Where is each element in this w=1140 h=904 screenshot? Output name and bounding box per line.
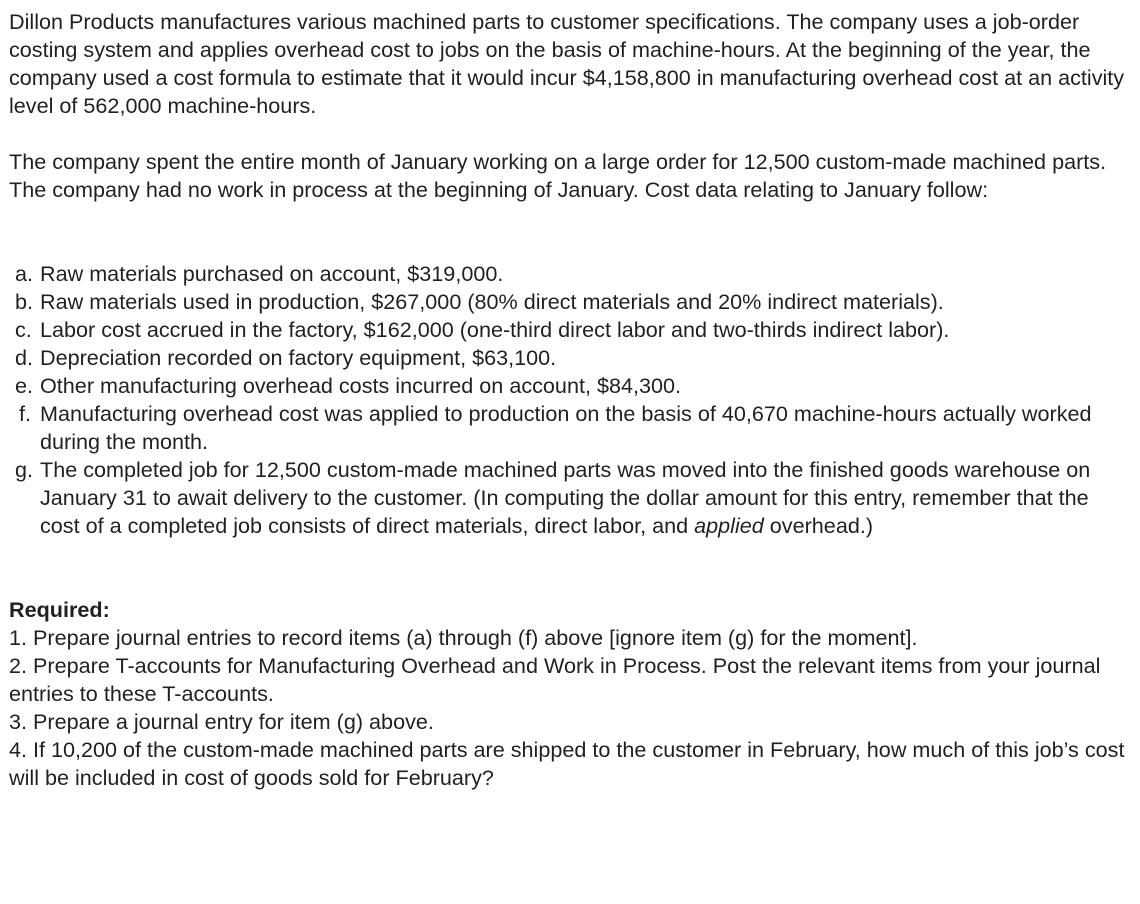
item-text: Depreciation recorded on factory equipment, $63,100. xyxy=(40,345,557,370)
question-2: 2. Prepare T-accounts for Manufacturing Overhead and Work in Process. Post the relevant items from your journal entries to these T-accounts. xyxy=(9,653,1101,706)
cost-data-list xyxy=(9,260,1134,540)
list-item-a xyxy=(9,260,1134,288)
item-text-before: The completed job for 12,500 custom-made machined parts was moved into the finished goods warehouse on January 31 to await delivery to the customer. (In computing the dollar amount for this entry, remember that the cost of a completed job consists of direct materials, direct labor, and xyxy=(40,457,1091,538)
list-item-b xyxy=(9,288,1134,316)
item-text-after: overhead.) xyxy=(763,513,874,538)
item-text: Raw materials used in production, $267,000 (80% direct materials and 20% indirect materials). xyxy=(40,289,944,314)
item-label: f. xyxy=(19,401,31,426)
question-1: 1. Prepare journal entries to record items (a) through (f) above [ignore item (g) for the moment]. xyxy=(9,625,918,650)
intro-paragraph-1: Dillon Products manufactures various machined parts to customer specifications. The company uses a job-order costing system and applies overhead cost to jobs on the basis of machine-hours. At the beginning of the year, the company used a cost formula to estimate that it would incur $4,158,800 in manufacturing overhead cost at an activity level of 562,000 machine-hours. xyxy=(9,9,1125,118)
list-item-d xyxy=(9,344,1134,372)
item-label: b. xyxy=(15,289,34,314)
required-heading: Required: xyxy=(9,597,110,622)
question-3: 3. Prepare a journal entry for item (g) above. xyxy=(9,709,434,734)
item-label: d. xyxy=(15,345,34,370)
list-item-g xyxy=(9,456,1134,540)
item-text-emphasis: applied xyxy=(694,513,764,538)
problem-document xyxy=(9,8,1134,792)
question-4: 4. If 10,200 of the custom-made machined parts are shipped to the customer in February, how much of this job’s cost will be included in cost of goods sold for February? xyxy=(9,737,1125,790)
item-text xyxy=(40,457,1090,538)
item-text: Other manufacturing overhead costs incurred on account, $84,300. xyxy=(40,373,682,398)
list-item-f xyxy=(9,400,1134,456)
item-label: c. xyxy=(15,317,32,342)
required-questions xyxy=(9,624,1134,792)
item-label: e. xyxy=(15,373,34,398)
item-text: Raw materials purchased on account, $319,000. xyxy=(40,261,504,286)
required-section xyxy=(9,596,1134,792)
intro-paragraph-2: The company spent the entire month of January working on a large order for 12,500 custom-made machined parts. The company had no work in process at the beginning of January. Cost data relating to January follow: xyxy=(9,149,1107,202)
item-text: Manufacturing overhead cost was applied to production on the basis of 40,670 machine-hours actually worked during the month. xyxy=(40,401,1092,454)
list-item-e xyxy=(9,372,1134,400)
list-item-c xyxy=(9,316,1134,344)
item-label: g. xyxy=(15,457,34,482)
item-text: Labor cost accrued in the factory, $162,000 (one-third direct labor and two-thirds indirect labor). xyxy=(40,317,950,342)
item-label: a. xyxy=(15,261,34,286)
